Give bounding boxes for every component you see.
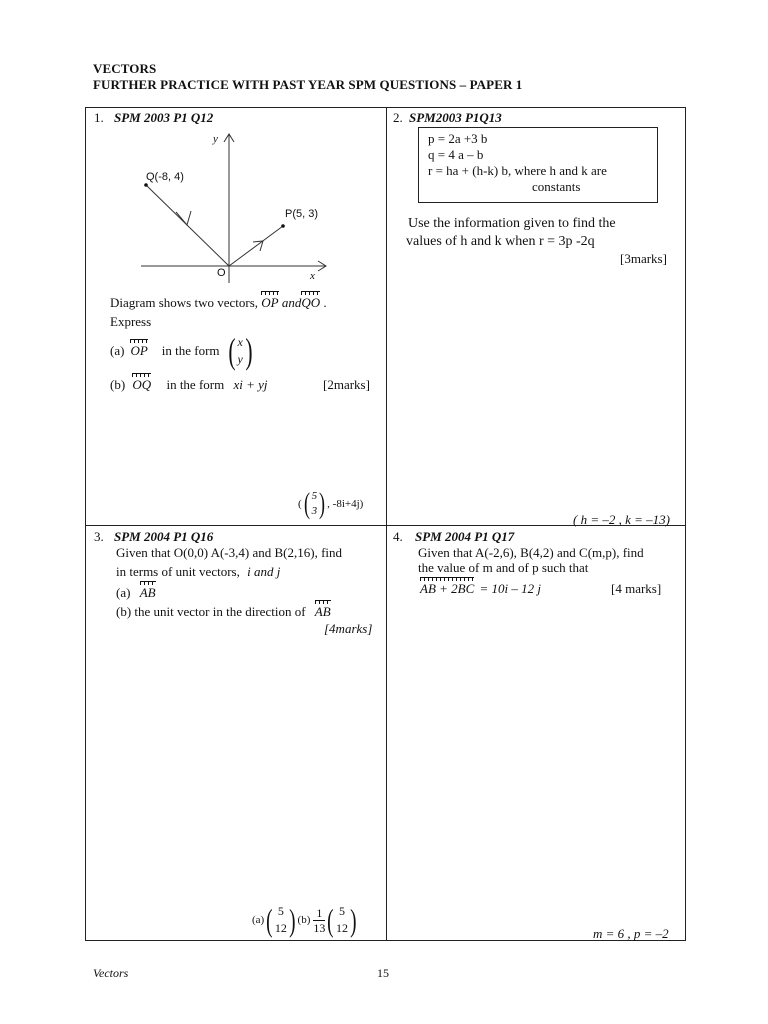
q1-part-a: (a) OP in the form ( x y ) <box>110 331 253 371</box>
q4-text-2: the value of m and of p such that <box>418 560 589 575</box>
q2-text-1: Use the information given to find the <box>408 216 616 231</box>
q4-text-1: Given that A(-2,6), B(4,2) and C(m,p), find <box>418 545 644 560</box>
page-title: VECTORS <box>93 61 157 76</box>
q2-line-q: q = 4 a – b <box>428 147 484 162</box>
q1-point-p-label: P(5, 3) <box>285 208 319 220</box>
q4-number: 4. <box>393 529 403 544</box>
page-subtitle: FURTHER PRACTICE WITH PAST YEAR SPM QUESTIONS – PAPER 1 <box>93 77 523 92</box>
q3-vec-ab: AB <box>139 585 156 600</box>
grid-divider-vertical <box>386 108 387 940</box>
q1-origin-label: O <box>217 267 226 279</box>
q4-answer: m = 6 , p = –2 <box>593 926 669 941</box>
q3-marks: [4marks] <box>324 621 373 636</box>
q1-axis-y-label: y <box>213 133 218 145</box>
q1-vec-qo: QO <box>301 295 321 310</box>
q1-part-b <box>110 377 268 393</box>
page-number: 15 <box>377 966 389 980</box>
q2-number: 2. <box>393 110 403 125</box>
q3-number: 3. <box>94 529 104 544</box>
q2-line-p: p = 2a +3 b <box>428 131 488 146</box>
vector-op-line <box>229 226 283 266</box>
q3-text-2-line <box>116 564 280 580</box>
q3-part-b-vec: AB <box>314 604 331 619</box>
q1-point-q-label: Q(-8, 4) <box>146 171 184 183</box>
q1-part-b-expr: xi + yj <box>233 377 268 392</box>
point-q-dot <box>144 183 148 187</box>
q3-text-1: Given that O(0,0) A(-3,4) and B(2,16), find <box>116 545 343 560</box>
q1-word-and: and <box>281 295 302 310</box>
q4-equation-rhs: = 10i – 12 j <box>479 581 542 596</box>
q1-vec-op: OP <box>261 295 279 310</box>
vector-qo-line <box>146 185 229 266</box>
q2-title: SPM2003 P1Q13 <box>409 110 502 125</box>
q1-part-a-label: (a) <box>110 343 125 358</box>
q2-line-r2: constants <box>532 179 581 194</box>
q1-answer-rest: , -8i+4j) <box>327 498 364 510</box>
q3-answer-a-vector: 5 12 <box>274 904 287 935</box>
q1-title: SPM 2003 P1 Q12 <box>114 110 214 125</box>
q3-part-a: (a) AB <box>116 585 156 600</box>
q1-marks: [2marks] <box>323 377 370 392</box>
q3-part-b: (b) the unit vector in the direction of AB <box>116 604 331 619</box>
q4-equation <box>420 581 541 597</box>
q1-diagram-text: Diagram shows two vectors, OP andQO . <box>110 295 327 310</box>
q1-part-a-form: in the form <box>161 343 220 358</box>
q2-marks: [3marks] <box>620 251 667 266</box>
footer-left: Vectors <box>93 966 129 980</box>
q3-text-2: in terms of unit vectors, <box>116 564 240 579</box>
point-p-dot <box>281 224 285 228</box>
q1-text-express: Express <box>110 314 152 329</box>
q4-equation-lhs: AB + 2BC <box>420 581 475 596</box>
q1-text-diagram: Diagram shows two vectors, <box>110 295 259 310</box>
q1-answer-column-vector: 5 3 <box>311 490 318 517</box>
q1-part-a-vec: OP <box>130 343 148 358</box>
q3-unit-vectors: i and j <box>247 564 281 579</box>
q2-answer: ( h = –2 , k = –13) <box>573 512 670 527</box>
q1-answer: ( ( 5 3 ) , -8i+4j) <box>298 487 364 520</box>
q1-column-vector: x y <box>237 335 243 366</box>
q1-part-b-form: in the form <box>166 377 225 392</box>
vector-qo-arrowhead <box>176 211 191 225</box>
q4-marks: [4 marks] <box>611 581 662 596</box>
q3-answer-b-fraction: $\frac{1}{13}$ <box>313 905 326 935</box>
q3-answer: (a) ( 5 12 ) (b) $\frac{1}{13}$ ( 5 12 ) <box>252 902 357 938</box>
q1-part-b-label: (b) <box>110 377 126 392</box>
q2-line-r: r = ha + (h-k) b, where h and k are <box>428 163 607 178</box>
q4-title: SPM 2004 P1 Q17 <box>415 529 515 544</box>
q1-number: 1. <box>94 110 104 125</box>
q2-text-2: values of h and k when r = 3p -2q <box>406 234 595 249</box>
q3-answer-b-vector: 5 12 <box>336 904 349 935</box>
question-grid <box>85 107 686 941</box>
q1-axis-x-label: x <box>310 270 315 282</box>
q1-vec-oq: OQ <box>132 377 152 392</box>
q3-title: SPM 2004 P1 Q16 <box>114 529 214 544</box>
